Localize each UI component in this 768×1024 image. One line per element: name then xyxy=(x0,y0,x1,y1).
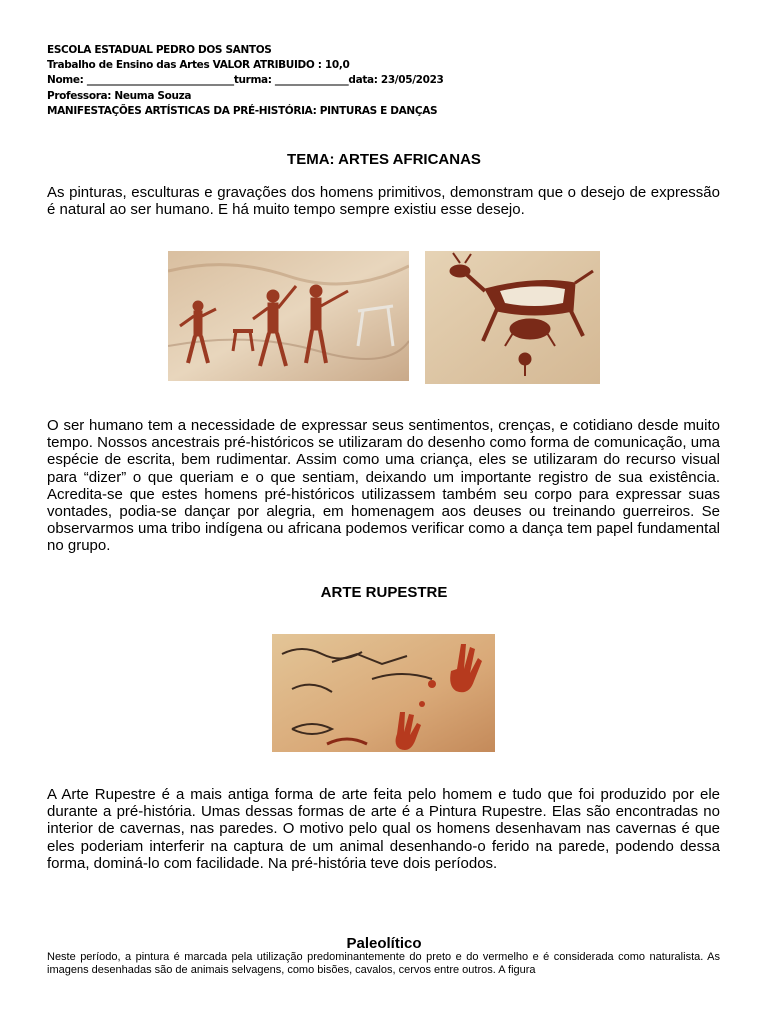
teacher-line: Professora: Neuma Souza xyxy=(47,89,192,102)
paleolitico-title: Paleolítico xyxy=(346,935,422,952)
cave-painting-figures-image xyxy=(168,251,409,381)
subject-line: MANIFESTAÇÕES ARTÍSTICAS DA PRÉ-HISTÓRIA: PINTURAS E DANÇAS xyxy=(47,104,438,117)
theme-title: TEMA: ARTES AFRICANAS xyxy=(287,151,481,168)
student-info-line: Nome: ______________________________turma: _______________data: 23/05/2023 xyxy=(47,74,444,87)
paleolitico-text: Neste período, a pintura é marcada pela utilização predominantemente do preto e do vermelho e é considerada como naturalista. As imagens desenhadas são de animais selvagens, como bisões, cavalos, cervos entre outros. A figura xyxy=(47,951,720,976)
rupestre-hands-image xyxy=(272,634,495,752)
cave-painting-animal-image xyxy=(425,251,600,384)
document-header xyxy=(47,43,444,119)
section-title-arte-rupestre: ARTE RUPESTRE xyxy=(320,584,448,601)
assignment-line: Trabalho de Ensino das Artes VALOR ATRIBUIDO : 10,0 xyxy=(47,59,350,72)
rupestre-paragraph: A Arte Rupestre é a mais antiga forma de arte feita pelo homem e tudo que foi produzido por ele durante a pré-história. Umas dessas formas de arte é a Pintura Rupestre. Elas são encontradas no interior de cavernas, nas paredes. O motivo pelo qual os homens desenhavam nas cavernas é que eles poderiam interferir na captura de um animal desenhando-o ferido na parede, podendo dessa forma, dominá-lo com facilidade. Na pré-história teve dois períodos. xyxy=(47,786,720,872)
body-paragraph: O ser humano tem a necessidade de expressar seus sentimentos, crenças, e cotidiano desde muito tempo. Nossos ancestrais pré-históricos se utilizaram do desenho como forma de comunicação, uma espécie de escrita, bem rudimentar. Assim como uma criança, eles se utilizaram do recurso visual para “dizer” o que queriam e o que sentiam, deixando um importante registro de sua existência. Acredita-se que estes homens pré-históricos utilizassem também seu corpo para expressar suas vontades, podia-se dançar por alegria, em homenagem aos deuses ou treinando guerreiros. Se observarmos uma tribo indígena ou africana podemos verificar como a dança tem papel fundamental no grupo. xyxy=(47,417,720,555)
school-name: ESCOLA ESTADUAL PEDRO DOS SANTOS xyxy=(47,44,272,56)
intro-paragraph: As pinturas, esculturas e gravações dos homens primitivos, demonstram que o desejo de expressão é natural ao ser humano. E há muito tempo sempre existiu esse desejo. xyxy=(47,184,720,219)
